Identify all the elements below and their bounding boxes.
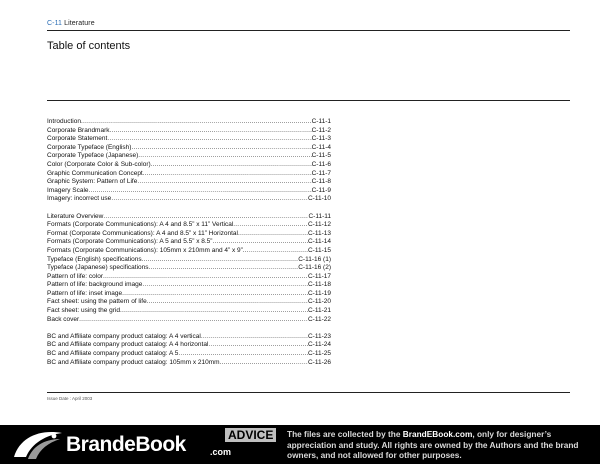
toc-entry <box>47 118 331 127</box>
toc-entry-page: C-11-15 <box>307 246 331 254</box>
toc-entry <box>47 256 331 265</box>
toc-entry <box>47 170 331 179</box>
toc-entry <box>47 187 331 196</box>
section-header <box>47 20 95 27</box>
toc-entry <box>47 127 331 136</box>
toc-entry-label: Imagery: incorrect use <box>47 195 112 203</box>
toc-leader-dots <box>81 118 312 127</box>
toc-leader-dots <box>178 350 308 359</box>
toc-entry-label: Pattern of life: inset image <box>47 289 123 297</box>
toc-entry-page: C-11-5 <box>311 152 331 160</box>
toc-entry <box>47 178 331 187</box>
toc-entry-page: C-11-3 <box>311 135 331 143</box>
toc-entry-page: C-11-14 <box>307 238 331 246</box>
toc-entry-page: C-11-4 <box>311 143 331 151</box>
toc-entry <box>47 307 331 316</box>
toc-entry-label: Pattern of life: background image <box>47 281 143 289</box>
footer-rule <box>47 392 570 393</box>
toc-entry-label: Color (Corporate Color & Sub-color) <box>47 160 151 168</box>
notice-text-1: The files are collected by the <box>287 429 403 439</box>
toc-entry <box>47 195 331 204</box>
toc-leader-dots <box>103 213 308 222</box>
toc-leader-dots <box>122 290 308 299</box>
toc-entry-label: BC and Affiliate company product catalog: A 5 <box>47 350 179 358</box>
toc-entry-page: C-11-1 <box>311 118 331 125</box>
toc-entry-label: Format (Corporate Communications): A 4 and 8.5” x 11” Horizontal <box>47 229 238 237</box>
toc-entry <box>47 264 331 273</box>
toc-entry-label: Imagery Scale <box>47 186 89 194</box>
toc-entry-label: Graphic System: Pattern of Life <box>47 178 138 186</box>
advice-label: ADVICE <box>225 428 276 442</box>
toc-entry <box>47 152 331 161</box>
toc-entry-page: C-11-7 <box>311 169 331 177</box>
toc-entry-label: Typeface (English) specifications <box>47 255 142 263</box>
toc-entry-label: Corporate Typeface (Japanese) <box>47 152 139 160</box>
notice-brand: BrandEBook.com <box>402 429 473 439</box>
section-title: Literature <box>64 20 95 27</box>
toc-entry <box>47 281 331 290</box>
toc-entry <box>47 350 331 359</box>
toc-entry <box>47 359 331 368</box>
toc-entry-label: Literature Overview <box>47 212 104 220</box>
toc-entry-page: C-11-21 <box>307 307 331 315</box>
notice-text-2: , only for designer’s appreciation and study. All rights are owned by the Authors and the brand owners, and not allowed for other purposes. <box>287 429 579 460</box>
toc-entry-label: Typeface (Japanese) specifications <box>47 264 149 272</box>
toc-leader-dots <box>142 281 308 290</box>
toc-entry <box>47 247 331 256</box>
toc-entry-label: BC and Affiliate company product catalog: A 4 vertical <box>47 332 201 340</box>
toc-entry-label: BC and Affiliate company product catalog: 105mm x 210mm <box>47 358 220 366</box>
toc-entry <box>47 290 331 299</box>
toc-group <box>47 118 331 204</box>
toc-leader-dots <box>212 238 308 247</box>
toc-entry-page: C-11-6 <box>311 160 331 168</box>
toc-entry-page: C-11-12 <box>307 221 331 229</box>
toc-entry <box>47 316 331 325</box>
toc-entry-label: Formats (Corporate Communications): A 5 and 5.5” x 8.5” <box>47 238 213 246</box>
toc-entry <box>47 230 331 239</box>
toc-entry-page: C-11-26 <box>307 358 331 366</box>
toc-leader-dots <box>208 341 308 350</box>
toc-entry-page: C-11-25 <box>307 350 331 358</box>
toc-leader-dots <box>131 144 311 153</box>
toc-entry-label: Formats (Corporate Communications): A 4 and 8.5” x 11” Vertical <box>47 221 234 229</box>
toc-entry-page: C-11-24 <box>307 341 331 349</box>
toc-entry <box>47 298 331 307</box>
toc-leader-dots <box>110 127 312 136</box>
toc-entry-page: C-11-8 <box>311 178 331 186</box>
section-code: C-11 <box>47 20 63 27</box>
toc-group <box>47 333 331 367</box>
toc-entry-page: C-11-22 <box>307 315 331 323</box>
toc-entry-page: C-11-13 <box>307 229 331 237</box>
toc-entry-page: C-11-23 <box>307 332 331 340</box>
toc-entry <box>47 213 331 222</box>
toc-group <box>47 213 331 325</box>
toc-leader-dots <box>201 333 308 342</box>
toc-leader-dots <box>142 256 299 265</box>
toc-leader-dots <box>149 264 299 273</box>
toc-leader-dots <box>138 152 311 161</box>
toc-entry-label: Corporate Brandmark <box>47 126 110 134</box>
toc-entry-page: C-11-2 <box>311 126 331 134</box>
banner-notice <box>287 429 595 461</box>
toc-entry-label: BC and Affiliate company product catalog: A 4 horizontal <box>47 341 209 349</box>
toc-entry-label: Graphic Communication Concept <box>47 169 143 177</box>
toc-leader-dots <box>89 187 312 196</box>
toc-entry-label: Corporate Typeface (English) <box>47 143 132 151</box>
toc-entry <box>47 341 331 350</box>
logo-wordmark: BrandeBook <box>66 433 186 456</box>
toc-entry <box>47 221 331 230</box>
toc-leader-dots <box>238 230 308 239</box>
toc-entry <box>47 144 331 153</box>
page-title: Table of contents <box>47 40 131 52</box>
toc-entry <box>47 135 331 144</box>
toc-leader-dots <box>103 273 308 282</box>
toc-entry <box>47 238 331 247</box>
header-rule <box>47 30 570 31</box>
toc-leader-dots <box>137 178 311 187</box>
toc-entry <box>47 273 331 282</box>
issue-date: Issue Date : April 2003 <box>47 396 93 401</box>
table-of-contents <box>47 118 331 376</box>
toc-entry-label: Corporate Statement <box>47 135 108 143</box>
brandebook-logo-text <box>66 433 186 457</box>
toc-entry-page: C-11-19 <box>307 289 331 297</box>
toc-leader-dots <box>243 247 308 256</box>
toc-entry-label: Pattern of life: color <box>47 272 103 280</box>
toc-entry-page: C-11-9 <box>311 186 331 194</box>
toc-entry <box>47 333 331 342</box>
toc-leader-dots <box>233 221 308 230</box>
toc-entry-page: C-11-10 <box>307 195 331 203</box>
toc-leader-dots <box>120 307 308 316</box>
toc-leader-dots <box>79 316 308 325</box>
toc-entry-page: C-11-20 <box>307 298 331 306</box>
toc-entry-page: C-11-16 (1) <box>298 255 331 263</box>
toc-leader-dots <box>107 135 311 144</box>
watermark-banner <box>0 425 600 464</box>
toc-entry-label: Introduction <box>47 118 81 125</box>
toc-leader-dots <box>151 161 312 170</box>
title-rule <box>47 100 570 101</box>
toc-entry-label: Formats (Corporate Communications): 105mm x 210mm and 4” x 9” <box>47 246 243 254</box>
toc-entry-page: C-11-16 (2) <box>298 264 331 272</box>
toc-entry-label: Fact sheet: using the pattern of life <box>47 298 147 306</box>
toc-entry <box>47 161 331 170</box>
toc-entry-label: Back cover <box>47 315 80 323</box>
toc-leader-dots <box>143 170 312 179</box>
toc-entry-page: C-11-18 <box>307 281 331 289</box>
logo-domain: .com <box>210 447 232 457</box>
toc-leader-dots <box>147 298 308 307</box>
toc-leader-dots <box>111 195 308 204</box>
toc-entry-page: C-11-17 <box>307 272 331 280</box>
toc-leader-dots <box>220 359 308 368</box>
brandebook-logo-icon <box>10 427 70 463</box>
toc-entry-page: C-11-11 <box>308 212 331 220</box>
toc-entry-label: Fact sheet: using the grid <box>47 307 120 315</box>
